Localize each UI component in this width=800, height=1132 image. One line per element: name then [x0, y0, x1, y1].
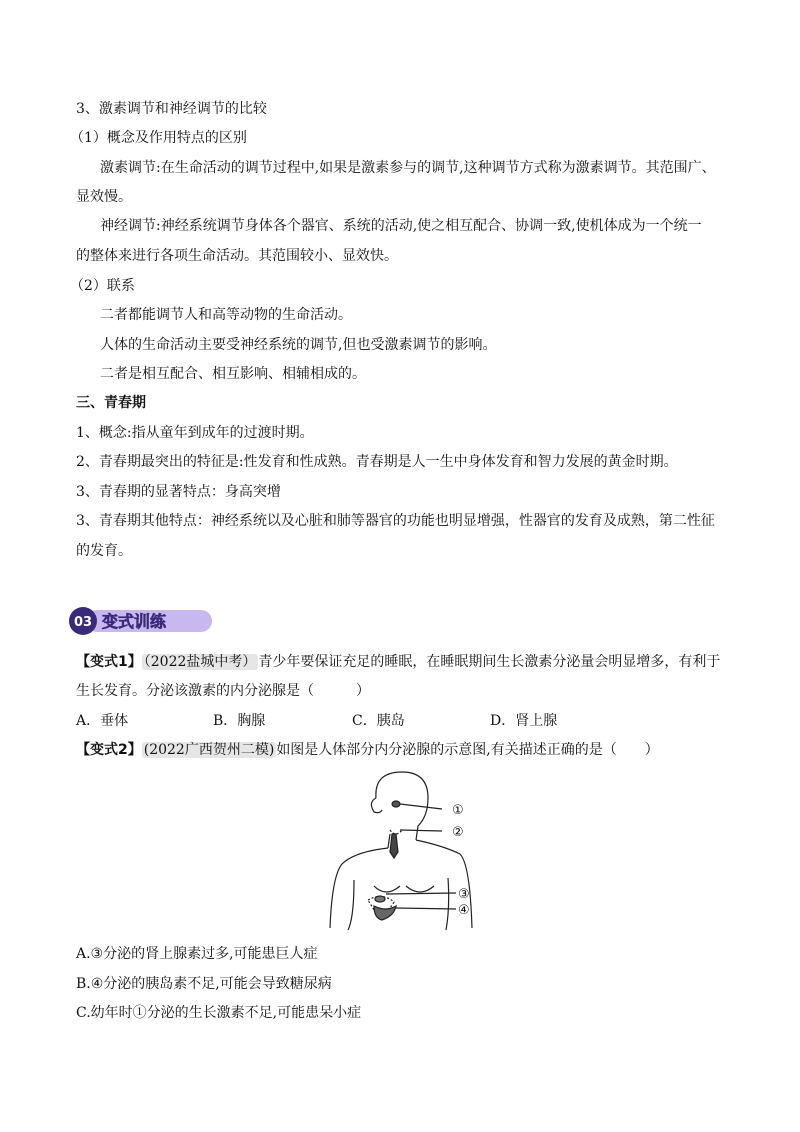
paragraph-line: 二者都能调节人和高等动物的生命活动。 — [100, 307, 352, 323]
paragraph-line: 激素调节:在生命活动的调节过程中,如果是激素参与的调节,这种调节方式称为激素调节。其范围广、 — [100, 160, 716, 176]
badge-number: 03 — [73, 615, 93, 630]
leader-line-2 — [400, 830, 442, 831]
paragraph-line: 二者是相互配合、相互影响、相辅相成的。 — [100, 366, 366, 382]
section-heading: 3、激素调节和神经调节的比较 — [76, 101, 267, 117]
list-item: 3、青春期其他特点：神经系统以及心脏和肺等器官的功能也明显增强，性器官的发育及成熟，第二性征 — [76, 513, 715, 529]
leader-line-4 — [396, 908, 456, 909]
adrenal-gland — [375, 896, 385, 902]
option-a[interactable]: A.③分泌的肾上腺素过多,可能患巨人症 — [76, 946, 318, 962]
question-1-options — [76, 711, 596, 731]
endocrine-gland-diagram — [324, 768, 494, 933]
figure-label-4: ④ — [458, 903, 470, 918]
thyroid-gland — [390, 834, 398, 858]
pancreas-gland — [374, 906, 396, 920]
paragraph-line: 显效慢。 — [76, 189, 132, 205]
right-arm-line — [446, 878, 449, 930]
option-c[interactable]: C.幼年时①分泌的生长激素不足,可能患呆小症 — [76, 1005, 362, 1021]
question-source: (2022广西贺州二模) — [143, 742, 275, 758]
subheading: （2）联系 — [70, 278, 135, 294]
question-1-line — [76, 652, 720, 672]
subheading: （1）概念及作用特点的区别 — [70, 130, 247, 146]
chest-curve — [374, 886, 400, 892]
leader-line-3 — [386, 893, 456, 894]
paragraph-line: 人体的生命活动主要受神经系统的调节,但也受激素调节的影响。 — [100, 337, 497, 353]
leader-line-1 — [400, 804, 442, 809]
ear-outline — [371, 798, 382, 813]
question-text: 生长发育。分泌该激素的内分泌腺是（ ） — [76, 683, 370, 699]
option-d[interactable]: D．肾上腺 — [490, 713, 558, 729]
question-label: 【变式2】 — [76, 742, 142, 758]
question-2-line — [76, 740, 659, 760]
left-arm-line — [348, 880, 354, 930]
option-b[interactable]: B.④分泌的胰岛素不足,可能会导致糖尿病 — [76, 976, 332, 992]
question-label: 【变式1】 — [76, 654, 142, 670]
figure-label-2: ② — [452, 825, 464, 840]
figure-label-1: ① — [452, 803, 464, 818]
badge-graphic — [68, 606, 214, 636]
body-outline-figure — [324, 768, 494, 933]
section-heading: 三、青春期 — [76, 395, 146, 411]
pituitary-gland — [392, 801, 400, 807]
paragraph-line: 神经调节:神经系统调节身体各个器官、系统的活动,使之相互配合、协调一致,使机体成为一个统一 — [100, 218, 702, 234]
option-c[interactable]: C．胰岛 — [352, 713, 405, 729]
question-source: （2022盐城中考） — [143, 654, 257, 670]
badge-title: 变式训练 — [102, 612, 167, 631]
question-text: 青少年要保证充足的睡眠，在睡眠期间生长激素分泌量会明显增多，有利于 — [258, 654, 721, 670]
list-item: 2、青春期最突出的特征是:性发育和性成熟。青春期是人一生中身体发育和智力发展的黄金时期。 — [76, 454, 678, 470]
list-item: 1、概念:指从童年到成年的过渡时期。 — [76, 425, 314, 441]
list-item: 3、青春期的显著特点：身高突增 — [76, 484, 281, 500]
section-badge — [68, 606, 214, 636]
list-item: 的发育。 — [76, 543, 132, 559]
chest-curve — [406, 886, 434, 892]
option-b[interactable]: B．胸腺 — [213, 713, 266, 729]
neck-outline — [388, 834, 390, 848]
figure-label-3: ③ — [458, 887, 470, 902]
option-a[interactable]: A．垂体 — [76, 713, 129, 729]
question-text: 如图是人体部分内分泌腺的示意图,有关描述正确的是（ ） — [276, 742, 659, 758]
paragraph-line: 的整体来进行各项生命活动。其范围较小、显效快。 — [76, 248, 398, 264]
